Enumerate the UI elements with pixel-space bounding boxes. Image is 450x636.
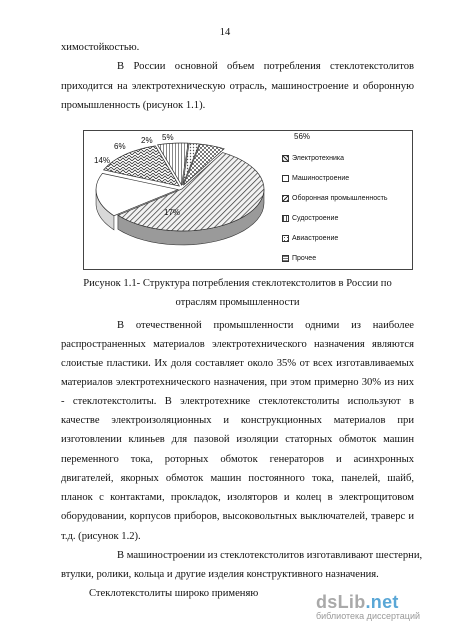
pie-value-label: 5% (162, 133, 174, 142)
text-line: изготовлении клиньев для пазовой изоляции статорных обмоток машин (61, 434, 414, 445)
legend-label: Авиастроение (292, 234, 339, 242)
legend-item (282, 168, 387, 188)
legend-swatch (282, 255, 289, 262)
watermark (316, 592, 436, 628)
legend-swatch (282, 235, 289, 242)
text-line: химостойкостью. (61, 42, 140, 53)
text-line: промышленность (рисунок 1.1). (61, 100, 206, 111)
text-line: В отечественной промышленности одними из наиболее (117, 320, 414, 331)
text-line: распространенных материалов электротехнического назначения являются (61, 339, 414, 350)
pie-value-label: 17% (164, 208, 181, 217)
text-line: В машиностроении из стеклотекстолитов изготавливают шестерни, (117, 550, 423, 561)
text-line: Стеклотекстолиты широко применяю (89, 588, 259, 599)
pie-value-label: 14% (94, 156, 111, 165)
legend-label: Прочее (292, 254, 317, 262)
pie-value-label: 56% (294, 132, 311, 141)
text-line: качестве электроизоляционных и конструкционных материалов при (61, 415, 414, 426)
pie-value-label: 6% (114, 142, 126, 151)
watermark-logo-suffix: .net (365, 592, 399, 612)
figure-caption-line2: отраслям промышленности (175, 297, 300, 308)
figure-caption-line1: Рисунок 1.1- Структура потребления стеклотекстолитов в России по (83, 278, 392, 289)
legend-swatch (282, 195, 289, 202)
page-number: 14 (219, 27, 231, 38)
pie-chart (83, 130, 413, 270)
legend-swatch (282, 175, 289, 182)
text-line: материалов электротехнического назначения, при этом примерно 30% из них (61, 377, 414, 388)
legend-label: Электротехника (292, 154, 345, 162)
text-line: слоистые пластики. Их доля составляет около 35% от всех изготавливаемых (61, 358, 414, 369)
legend-label: Машиностроение (292, 174, 350, 182)
legend-label: Оборонная промышленность (292, 194, 388, 202)
watermark-subtitle: библиотека диссертаций (316, 611, 421, 621)
text-line: двигателей, якорных обмоток машин постоянного тока, панелей, шайб, (61, 473, 414, 484)
text-line: - стеклотекстолиты. В электротехнике стеклотекстолиты используют в (61, 396, 414, 407)
legend-item (282, 248, 387, 268)
chart-legend (282, 148, 387, 268)
legend-swatch (282, 155, 289, 162)
text-line: втулки, ролики, кольца и другие изделия конструктивного назначения. (61, 569, 379, 580)
legend-item (282, 188, 387, 208)
legend-swatch (282, 215, 289, 222)
watermark-logo (316, 592, 436, 613)
legend-item (282, 208, 387, 228)
watermark-logo-main: dsLib (316, 592, 366, 612)
text-line: планок с контактами, прокладок, изоляторов и колец в электрощитовом (61, 492, 414, 503)
text-line: т.д. (рисунок 1.2). (61, 531, 141, 542)
text-line: В России основной объем потребления стеклотекстолитов (117, 61, 414, 72)
text-line: переменного тока, роторных обмоток генераторов и асинхронных (61, 454, 414, 465)
legend-item (282, 148, 387, 168)
legend-label: Судостроение (292, 214, 339, 222)
legend-item (282, 228, 387, 248)
pie-value-label: 2% (141, 136, 153, 145)
text-line: оборудовании, корпусов приборов, высоковольтных выключателей, траверс и (61, 511, 414, 522)
text-line: приходится на электротехническую отрасль, машиностроение и оборонную (61, 81, 414, 92)
